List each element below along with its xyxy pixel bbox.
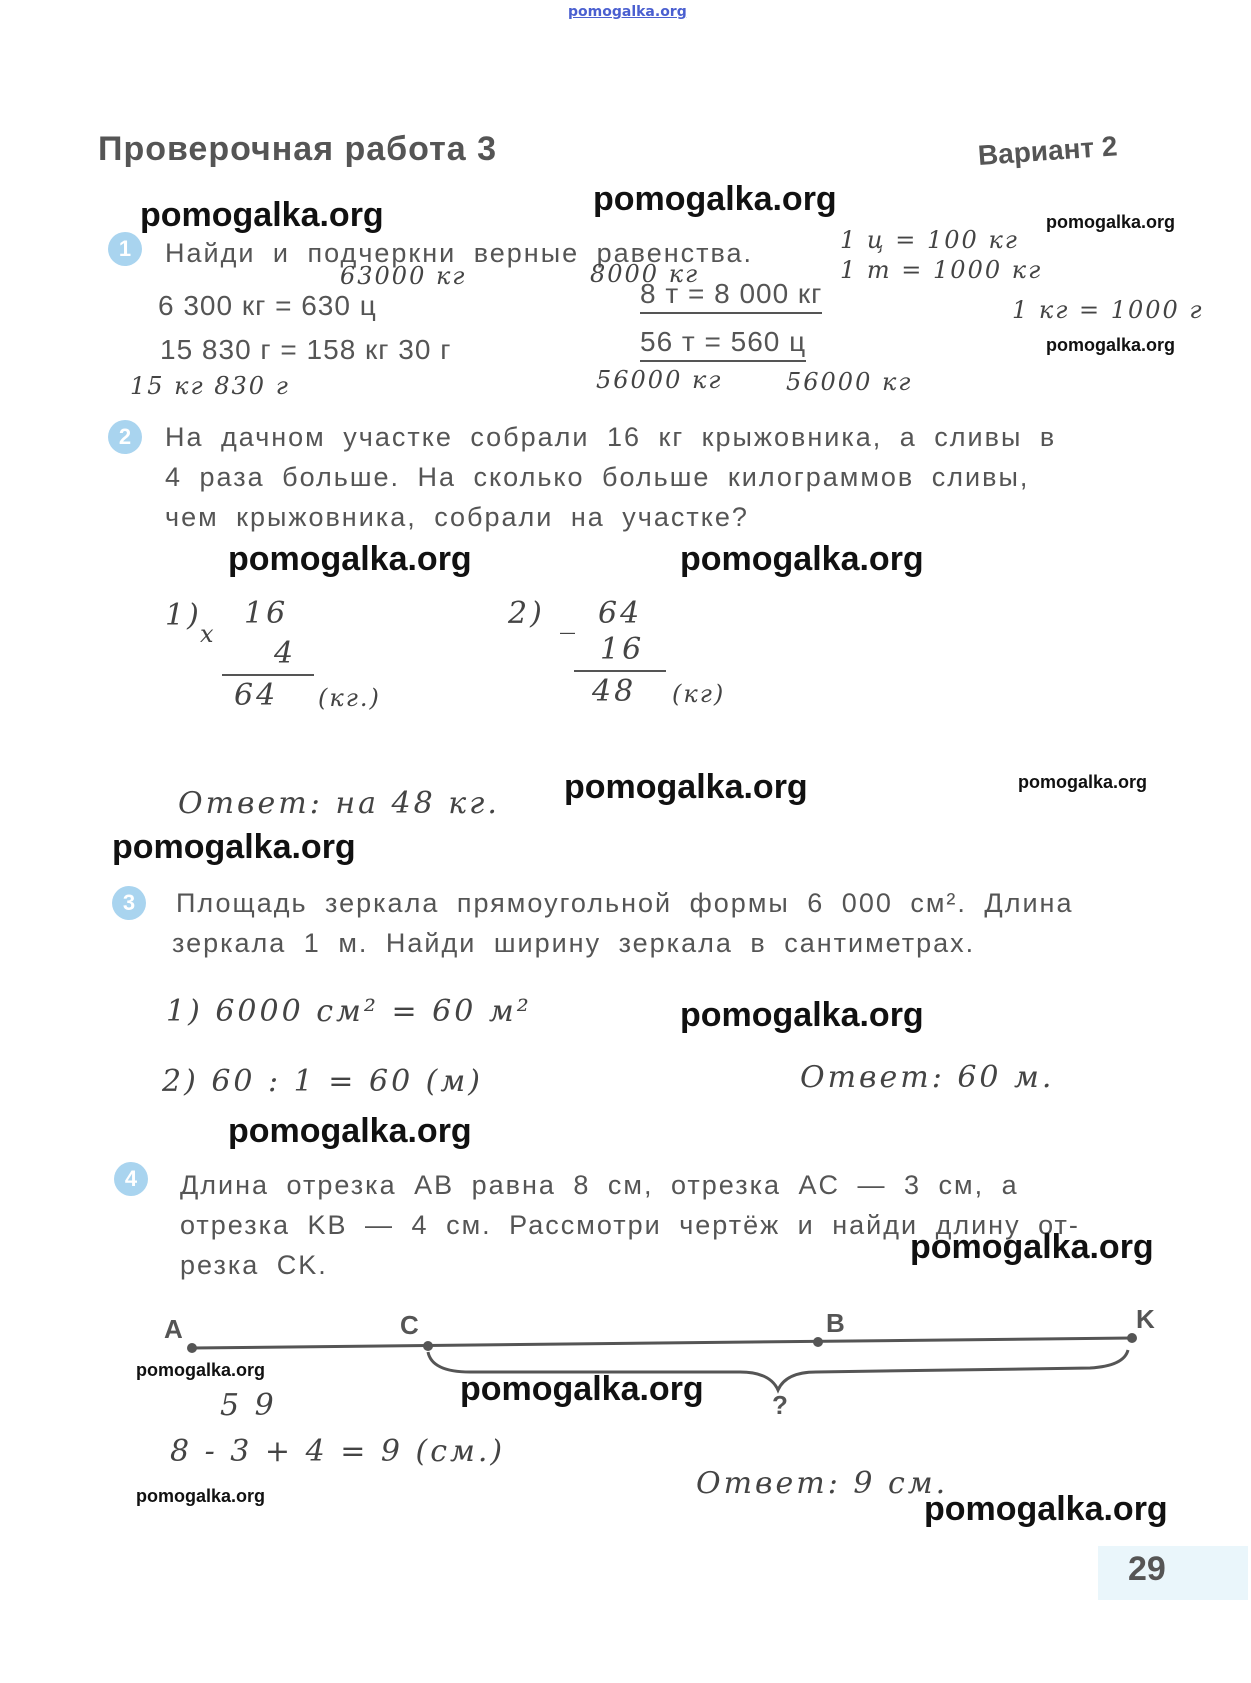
task-3-solution-2: 2) 60 : 1 = 60 (м) bbox=[162, 1064, 483, 1099]
note-kilogram: 1 кг = 1000 г bbox=[1012, 296, 1204, 324]
variant-label: Вариант 2 bbox=[976, 130, 1119, 171]
task-3-line-1: Площадь зеркала прямоугольной формы 6 000 см². Длина bbox=[176, 888, 1074, 918]
task-4-number-badge: 4 bbox=[114, 1162, 148, 1196]
watermark: pomogalka.org bbox=[140, 196, 384, 234]
page-title: Проверочная работа 3 bbox=[98, 130, 498, 168]
watermark: pomogalka.org bbox=[136, 1360, 266, 1380]
task-4-line-1: Длина отрезка AB равна 8 см, отрезка AC — 3 см, а bbox=[180, 1170, 1019, 1200]
calc-2-unit: (кг) bbox=[672, 680, 726, 708]
note-centner: 1 ц = 100 кг bbox=[840, 226, 1019, 254]
watermark: pomogalka.org bbox=[228, 540, 472, 578]
watermark: pomogalka.org bbox=[680, 996, 924, 1034]
task-4-small-numbers: 5 9 bbox=[220, 1388, 277, 1423]
task-2-line-2: 4 раза больше. На сколько больше килограммов сливы, bbox=[165, 462, 1030, 492]
note-63000: 63000 кг bbox=[340, 262, 467, 290]
watermark: pomogalka.org bbox=[1018, 772, 1148, 792]
task-3-answer: Ответ: 60 м. bbox=[800, 1060, 1055, 1095]
task-4-line-3: резка CK. bbox=[180, 1250, 328, 1280]
calc-1-result: 64 bbox=[234, 678, 279, 713]
watermark: pomogalka.org bbox=[564, 768, 808, 806]
calc-2-label: 2) bbox=[508, 596, 545, 631]
calc-1-unit: (кг.) bbox=[318, 684, 381, 712]
note-15kg830g: 15 кг 830 г bbox=[130, 372, 290, 400]
page-number-band bbox=[1098, 1546, 1248, 1600]
watermark: pomogalka.org bbox=[460, 1370, 704, 1408]
task-2-answer: Ответ: на 48 кг. bbox=[178, 786, 500, 821]
task-1-text: Найди и подчеркни верные равенства. bbox=[165, 238, 754, 268]
calc-1-b: 4 bbox=[274, 636, 297, 671]
question-mark: ? bbox=[772, 1390, 788, 1420]
watermark: pomogalka.org bbox=[924, 1490, 1168, 1528]
task-4-solution: 8 - 3 + 4 = 9 (см.) bbox=[170, 1434, 506, 1469]
calc-2-b: 16 bbox=[600, 632, 645, 667]
task-2-line-3: чем крыжовника, собрали на участке? bbox=[165, 502, 749, 532]
watermark: pomogalka.org bbox=[593, 180, 837, 218]
watermark: pomogalka.org bbox=[910, 1228, 1154, 1266]
watermark: pomogalka.org bbox=[680, 540, 924, 578]
watermark: pomogalka.org bbox=[1046, 335, 1176, 355]
equation-2: 15 830 г = 158 кг 30 г bbox=[160, 334, 452, 365]
task-2-number-badge: 2 bbox=[108, 420, 142, 454]
point-c-label: C bbox=[400, 1310, 419, 1340]
watermark: pomogalka.org bbox=[228, 1112, 472, 1150]
equation-3-underlined: 8 т = 8 000 кг bbox=[640, 278, 822, 314]
calc-1-operator: x bbox=[200, 620, 216, 648]
watermark: pomogalka.org bbox=[112, 828, 356, 866]
watermark: pomogalka.org bbox=[136, 1486, 266, 1506]
page-number: 29 bbox=[1128, 1550, 1166, 1588]
equation-1: 6 300 кг = 630 ц bbox=[158, 290, 377, 321]
calc-2-operator: _ bbox=[560, 600, 578, 635]
calc-2-a: 64 bbox=[598, 596, 643, 631]
calc-1-label: 1) bbox=[165, 598, 202, 633]
task-3-number-badge: 3 bbox=[112, 886, 146, 920]
note-ton: 1 т = 1000 кг bbox=[840, 256, 1043, 284]
equation-4-underlined: 56 т = 560 ц bbox=[640, 326, 806, 362]
calc-2-result: 48 bbox=[592, 674, 637, 709]
note-56000-b: 56000 кг bbox=[786, 368, 913, 396]
task-4-answer: Ответ: 9 см. bbox=[696, 1466, 949, 1501]
top-watermark[interactable]: pomogalka.org bbox=[568, 4, 687, 20]
task-3-line-2: зеркала 1 м. Найди ширину зеркала в сантиметрах. bbox=[172, 928, 976, 958]
watermark: pomogalka.org bbox=[1046, 212, 1176, 232]
point-a-label: A bbox=[164, 1314, 183, 1344]
task-2-line-1: На дачном участке собрали 16 кг крыжовника, а сливы в bbox=[165, 422, 1057, 452]
note-56000-a: 56000 кг bbox=[596, 366, 723, 394]
task-3-solution-1: 1) 6000 см² = 60 м² bbox=[166, 994, 532, 1029]
task-1-number-badge: 1 bbox=[108, 232, 142, 266]
calc-1-a: 16 bbox=[244, 596, 289, 631]
point-k-label: K bbox=[1136, 1304, 1155, 1334]
point-b-label: B bbox=[826, 1308, 845, 1338]
task-4-line-2: отрезка KB — 4 см. Рассмотри чертёж и найди длину от- bbox=[180, 1210, 1080, 1240]
note-8000: 8000 кг bbox=[590, 260, 700, 288]
